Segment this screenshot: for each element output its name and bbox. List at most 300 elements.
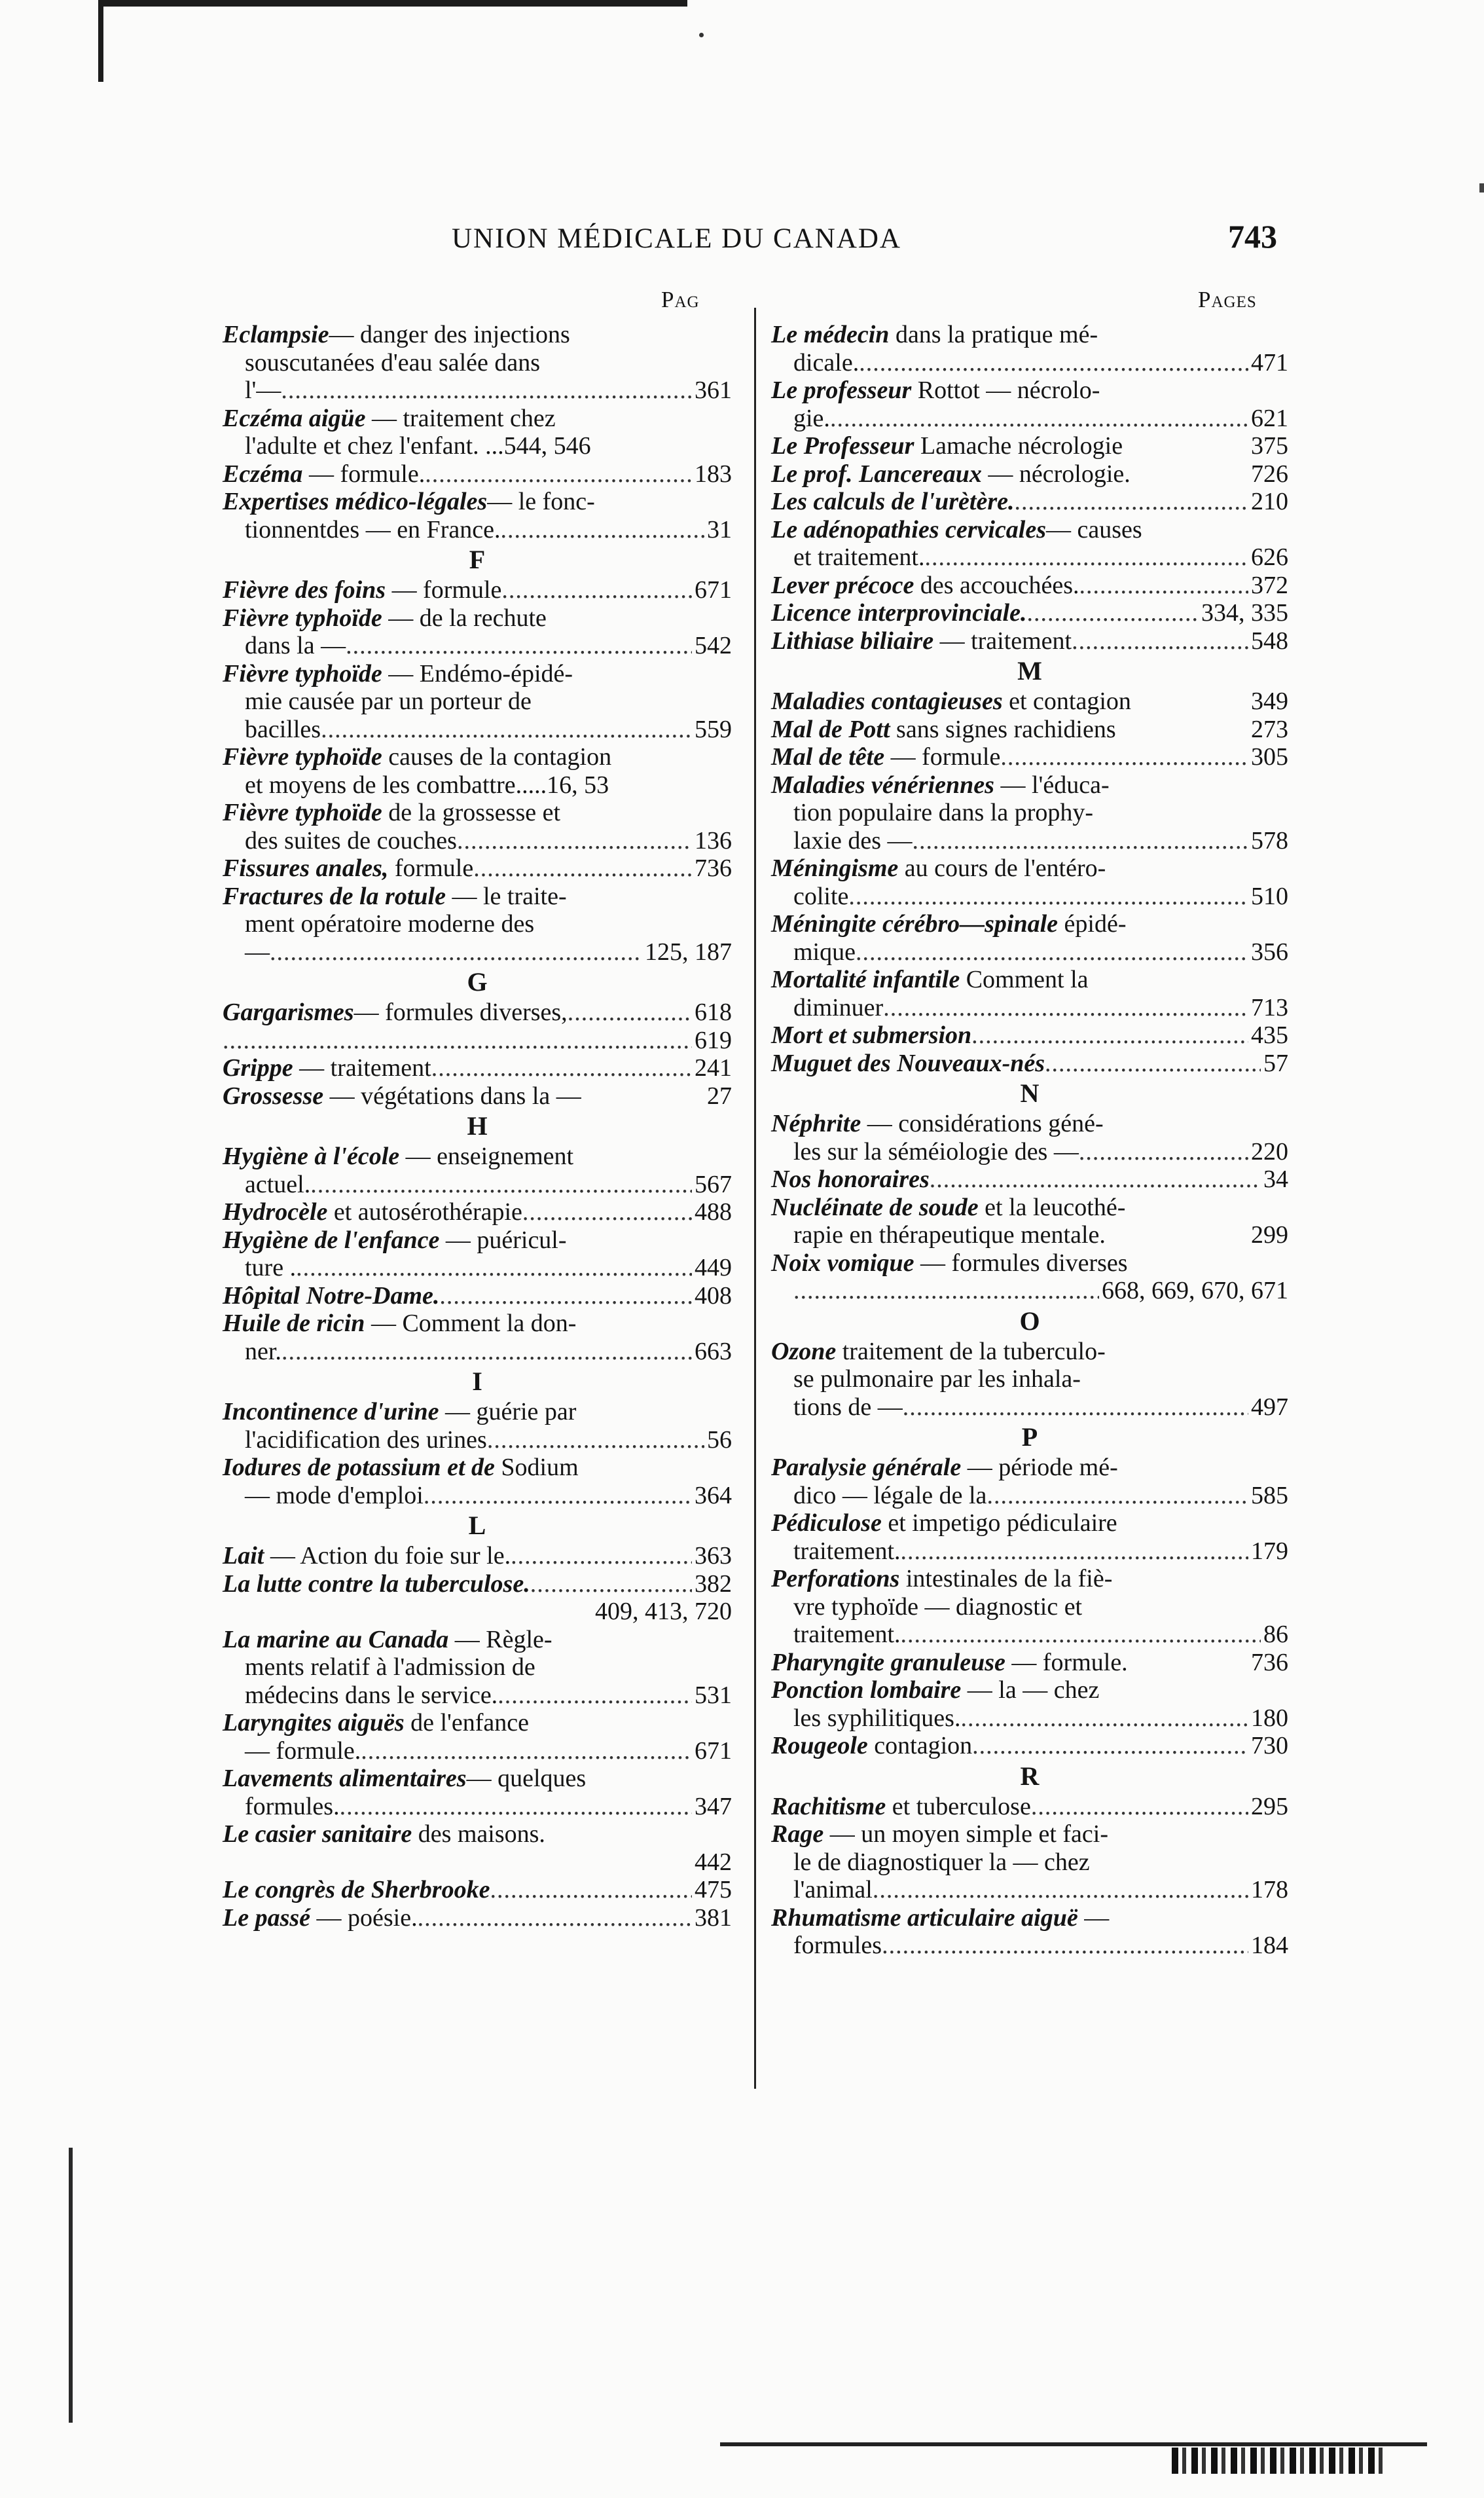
entry-keyword: Eczéma	[223, 460, 303, 488]
entry-keyword: Le passé	[223, 1903, 311, 1932]
entry-text	[223, 1876, 490, 1904]
entry-line	[223, 1709, 732, 1737]
entry-keyword: Eclampsie	[223, 321, 329, 348]
entry-line	[771, 966, 1288, 994]
entry-line	[771, 1793, 1288, 1821]
entry-keyword: Licence interprovinciale.	[771, 599, 1027, 627]
page-reference: 449	[695, 1254, 732, 1281]
entry-description: de l'enfance	[404, 1709, 530, 1736]
entry-text	[245, 377, 281, 405]
entry-line	[223, 1737, 732, 1765]
entry-description: formules	[793, 1932, 882, 1959]
entry-line	[223, 1681, 732, 1710]
index-entry	[223, 604, 732, 660]
entry-text	[793, 543, 924, 572]
page-reference: 488	[695, 1198, 732, 1226]
entry-text	[771, 743, 1000, 771]
entry-description: l'—	[245, 377, 281, 404]
entry-keyword: Gargarismes	[223, 999, 354, 1026]
entry-text	[793, 1482, 986, 1510]
page-reference: 619	[695, 1026, 732, 1054]
entry-text	[771, 1509, 1117, 1537]
entry-description: — Endémo-épidé-	[382, 659, 573, 688]
entry-line	[771, 543, 1288, 572]
index-entry	[223, 1198, 732, 1226]
entry-description: épidé-	[1058, 910, 1127, 938]
entry-text	[245, 688, 532, 715]
entry-description: — traitement chez	[365, 404, 556, 432]
entry-text	[223, 1904, 418, 1932]
dot-leader	[431, 1054, 692, 1082]
entry-text	[245, 938, 270, 966]
page-reference: 578	[1251, 826, 1288, 854]
entry-text	[771, 910, 1127, 938]
entry-text	[245, 1171, 310, 1199]
dot-leader	[924, 543, 1248, 572]
scan-speck	[1479, 183, 1484, 193]
entry-description: — traitement	[933, 627, 1072, 655]
entry-keyword: Néphrite	[771, 1110, 861, 1137]
entry-description: diminuer	[793, 993, 884, 1021]
entry-line	[771, 377, 1288, 405]
entry-keyword: Maladies vénériennes	[771, 771, 994, 799]
dot-leader	[425, 460, 692, 488]
entry-description: — traitement	[293, 1054, 431, 1082]
index-entry	[771, 1904, 1288, 1960]
page-reference: 210	[1251, 488, 1288, 515]
entry-description: — formule.	[302, 460, 425, 488]
entry-line	[223, 999, 732, 1027]
entry-line	[771, 1732, 1288, 1760]
entry-text	[793, 1704, 960, 1733]
entry-description: — considérations géné-	[861, 1110, 1104, 1137]
entry-text	[223, 743, 611, 771]
page-reference: 356	[1251, 938, 1288, 966]
entry-text	[223, 1282, 439, 1310]
scan-top-border	[98, 0, 687, 7]
entry-text	[771, 488, 1014, 516]
entry-line	[223, 321, 732, 349]
entry-description: Rottot — nécrolo-	[911, 377, 1100, 404]
entry-line	[223, 1765, 732, 1793]
entry-text	[223, 1082, 581, 1110]
page-reference: 671	[695, 1736, 732, 1765]
entry-text	[793, 1932, 882, 1960]
section-letter: R	[1020, 1761, 1040, 1791]
page-reference: 27	[707, 1082, 732, 1110]
page-reference: 510	[1251, 882, 1288, 910]
page-reference: 548	[1251, 627, 1288, 655]
dot-leader	[511, 1542, 692, 1570]
entry-text	[771, 321, 1098, 348]
page-reference: 531	[695, 1681, 732, 1709]
page-reference: 475	[695, 1876, 732, 1903]
entry-text	[771, 1166, 930, 1194]
dot-leader	[859, 349, 1248, 377]
entry-line	[771, 1393, 1288, 1422]
entry-line	[223, 1542, 732, 1570]
index-entry	[771, 910, 1288, 966]
entry-text	[245, 1254, 296, 1282]
entry-text	[245, 349, 540, 377]
entry-line	[771, 994, 1288, 1022]
entry-line	[223, 716, 732, 744]
entry-keyword: Grossesse	[223, 1082, 324, 1110]
entry-description: actuel.	[245, 1170, 311, 1198]
index-entry	[223, 1082, 732, 1111]
entry-description: Lamache nécrologie	[914, 432, 1123, 460]
entry-line	[771, 1593, 1288, 1621]
index-entry	[771, 627, 1288, 655]
page-reference: 372	[1251, 571, 1288, 599]
entry-description: et moyens de les combattre.....16, 53	[245, 771, 609, 799]
entry-description: tionnentdes — en France.	[245, 515, 501, 543]
entry-line	[223, 1848, 732, 1877]
entry-line	[223, 1626, 732, 1654]
dot-leader	[296, 1254, 692, 1282]
dot-leader	[1026, 599, 1199, 627]
index-entry	[771, 1732, 1288, 1760]
entry-text	[695, 1848, 732, 1876]
entry-description: — formule	[386, 576, 502, 604]
entry-text	[793, 1848, 1090, 1876]
entry-description: intestinales de la fiè-	[899, 1565, 1113, 1592]
entry-text	[245, 1426, 487, 1454]
scan-bottom-rule	[720, 2442, 1427, 2446]
entry-text	[223, 321, 570, 348]
entry-keyword: Eczéma aigüe	[223, 404, 366, 432]
dot-leader	[1079, 572, 1249, 600]
page-reference: 559	[695, 715, 732, 743]
index-entry	[771, 1050, 1288, 1078]
entry-description: — enseignement	[399, 1143, 574, 1170]
entry-text	[223, 1820, 545, 1848]
page-reference: 220	[1251, 1137, 1288, 1166]
entry-keyword: Muguet des Nouveaux-nés	[771, 1049, 1045, 1077]
entry-line	[771, 1932, 1288, 1960]
entry-description: — poésie.	[310, 1903, 418, 1932]
index-entry	[771, 1249, 1288, 1305]
entry-line	[771, 1277, 1288, 1305]
section-letter: N	[1020, 1078, 1040, 1108]
entry-line	[771, 432, 1288, 460]
index-column-left	[223, 321, 732, 1932]
entry-line	[771, 799, 1288, 827]
entry-description: mie causée par un porteur de	[245, 688, 532, 715]
index-entry	[223, 1226, 732, 1282]
dot-leader	[361, 1737, 692, 1765]
entry-line	[771, 1050, 1288, 1078]
page-reference: 31	[707, 515, 732, 543]
entry-text	[223, 660, 573, 688]
entry-description: — végétations dans la —	[323, 1082, 581, 1110]
entry-description: — le fonc-	[487, 488, 595, 515]
entry-text	[223, 576, 501, 604]
entry-text	[793, 1365, 1081, 1393]
entry-text	[793, 1876, 873, 1904]
entry-keyword: La marine au Canada	[223, 1625, 449, 1653]
entry-line	[771, 1365, 1288, 1393]
entry-text	[771, 1565, 1112, 1592]
page-reference: 295	[1251, 1792, 1288, 1820]
entry-line	[771, 1621, 1288, 1649]
entry-description: — formules diverses,	[353, 999, 568, 1026]
entry-text	[223, 1709, 529, 1736]
entry-line	[771, 827, 1288, 855]
dot-leader	[1014, 488, 1248, 516]
entry-keyword: Expertises médico-légales	[223, 488, 488, 515]
page-reference: 273	[1251, 715, 1288, 743]
entry-line	[223, 1226, 732, 1255]
entry-line	[223, 883, 732, 911]
entry-line	[223, 1171, 732, 1199]
dot-leader	[883, 994, 1248, 1022]
section-letter: L	[468, 1511, 486, 1540]
entry-description: — mode d'emploi	[245, 1481, 424, 1509]
index-entry	[771, 688, 1288, 716]
entry-text	[793, 883, 848, 911]
entry-line	[771, 1537, 1288, 1566]
entry-description: — causes	[1046, 515, 1142, 543]
entry-keyword: Lait	[223, 1542, 264, 1570]
entry-line	[223, 799, 732, 827]
entry-keyword: Méningite cérébro—spinale	[771, 910, 1059, 938]
index-entry	[771, 1509, 1288, 1565]
entry-description: de la grossesse et	[382, 799, 561, 826]
entry-text	[771, 688, 1131, 715]
entry-line	[223, 1820, 732, 1848]
entry-line	[771, 688, 1288, 716]
entry-text	[771, 1820, 1108, 1848]
index-entry	[223, 999, 732, 1054]
entry-text	[245, 1338, 281, 1366]
page-reference: 86	[1263, 1621, 1288, 1648]
index-entry	[223, 743, 732, 799]
entry-description: — formule	[884, 743, 1001, 771]
entry-line	[771, 1482, 1288, 1510]
index-entry	[771, 771, 1288, 855]
entry-keyword: Rachitisme	[771, 1792, 886, 1820]
column-divider	[754, 308, 756, 2089]
index-entry	[223, 799, 732, 854]
entry-keyword: Pédiculose	[771, 1509, 882, 1537]
page-reference: 361	[695, 377, 732, 404]
entry-description: et contagion	[1002, 688, 1131, 715]
page-reference: 663	[695, 1337, 732, 1365]
entry-description: ment opératoire moderne des	[245, 910, 535, 938]
dot-leader	[971, 1021, 1248, 1050]
entry-line	[771, 1848, 1288, 1877]
entry-line	[771, 1221, 1288, 1249]
entry-description: et impetigo pédiculaire	[881, 1509, 1117, 1537]
entry-text	[223, 405, 556, 432]
entry-description: traitement de la tuberculo-	[836, 1337, 1106, 1365]
entry-line	[771, 1338, 1288, 1366]
entry-keyword: Maladies contagieuses	[771, 688, 1003, 715]
entry-description: — formule.	[245, 1736, 361, 1765]
entry-line	[223, 1282, 732, 1310]
entry-keyword: Hydrocèle	[223, 1198, 328, 1226]
entry-line	[771, 349, 1288, 377]
entry-keyword: Ozone	[771, 1337, 837, 1365]
entry-keyword: Grippe	[223, 1054, 293, 1082]
entry-text	[245, 1482, 424, 1510]
entry-keyword: Paralysie générale	[771, 1454, 962, 1481]
entry-keyword: Le adénopathies cervicales	[771, 515, 1047, 543]
dot-leader	[1000, 743, 1248, 771]
entry-line	[223, 854, 732, 883]
entry-keyword: Méningisme	[771, 854, 899, 882]
page-reference: 56	[707, 1425, 732, 1454]
entry-text	[245, 1737, 361, 1765]
entry-text	[793, 1593, 1082, 1621]
section-letter: P	[1021, 1422, 1038, 1452]
dot-leader	[972, 1732, 1248, 1760]
entry-line	[223, 1426, 732, 1454]
dot-leader	[903, 1393, 1248, 1422]
entry-line	[771, 1704, 1288, 1733]
entry-keyword: Lever précoce	[771, 571, 914, 599]
entry-text	[245, 432, 591, 460]
entry-line	[771, 1454, 1288, 1482]
page-reference: 671	[695, 576, 732, 604]
entry-line	[771, 599, 1288, 627]
entry-description: Comment la	[960, 966, 1089, 993]
entry-line	[771, 1676, 1288, 1704]
dot-leader	[424, 1482, 692, 1510]
entry-description: — Règle-	[448, 1625, 552, 1653]
entry-line	[771, 938, 1288, 966]
dot-leader	[986, 1482, 1248, 1510]
dot-leader	[901, 1621, 1261, 1649]
index-entry	[771, 432, 1288, 460]
entry-text	[223, 883, 567, 910]
entry-line	[771, 321, 1288, 349]
entry-text	[245, 516, 500, 544]
dot-leader	[310, 1171, 692, 1199]
running-head: UNION MÉDICALE DU CANADA	[452, 223, 901, 254]
entry-keyword: Rhumatisme articulaire aiguë	[771, 1903, 1078, 1932]
right-column-heading: Pages	[1198, 287, 1257, 312]
entry-description: traitement.	[793, 1621, 901, 1648]
entry-description: — guérie par	[439, 1398, 577, 1425]
page-reference: 585	[1251, 1481, 1288, 1509]
entry-description: et tuberculose	[886, 1792, 1031, 1820]
entry-line	[223, 1054, 732, 1082]
entry-text	[223, 1626, 552, 1653]
entry-description: — Comment la don-	[365, 1310, 577, 1337]
entry-text	[793, 799, 1093, 826]
entry-description: Sodium	[494, 1454, 579, 1481]
dot-leader	[1079, 1138, 1248, 1166]
entry-description: traitement.	[793, 1537, 901, 1565]
index-entry	[771, 572, 1288, 600]
index-column-right	[771, 321, 1288, 1960]
dot-leader	[439, 1282, 692, 1310]
page-reference: 184	[1251, 1932, 1288, 1959]
entry-description: l'acidification des urines	[245, 1425, 487, 1454]
page-reference: 375	[1251, 432, 1288, 460]
index-entry	[223, 1876, 732, 1904]
entry-keyword: Noix vomique	[771, 1249, 914, 1277]
page-reference: 178	[1251, 1876, 1288, 1903]
entry-keyword: Laryngites aiguës	[223, 1709, 405, 1736]
index-entry	[771, 716, 1288, 744]
entry-keyword: Mortalité infantile	[771, 966, 960, 993]
entry-description: rapie en thérapeutique mentale.	[793, 1221, 1106, 1249]
entry-text	[771, 1676, 1099, 1704]
entry-text	[793, 1393, 903, 1422]
entry-description: — Action du foie sur le.	[264, 1542, 511, 1570]
entry-keyword: Ponction lombaire	[771, 1676, 962, 1704]
index-entry	[223, 1820, 732, 1876]
entry-keyword: Hôpital Notre-Dame.	[223, 1281, 440, 1310]
scan-left-border	[98, 0, 103, 82]
entry-text	[245, 716, 321, 744]
entry-text	[771, 1454, 1118, 1481]
entry-description: et la leucothé-	[978, 1193, 1126, 1221]
dot-leader	[913, 827, 1248, 855]
page-reference: 241	[695, 1054, 732, 1082]
entry-line	[223, 1082, 732, 1111]
entry-description: —	[1077, 1903, 1110, 1932]
entry-line	[223, 1454, 732, 1482]
entry-line	[223, 488, 732, 516]
index-entry	[223, 1570, 732, 1626]
page-reference: 125, 187	[645, 938, 732, 966]
index-entry	[223, 1282, 732, 1310]
entry-text	[793, 1221, 1106, 1249]
entry-keyword: Hygiène à l'école	[223, 1143, 400, 1170]
entry-line	[223, 576, 732, 604]
entry-keyword: Mal de tête	[771, 743, 885, 771]
entry-line	[223, 1598, 732, 1626]
entry-line	[771, 1509, 1288, 1537]
page-reference: 57	[1263, 1049, 1288, 1077]
entry-description: — un moyen simple et faci-	[823, 1820, 1108, 1848]
entry-description: médecins dans le service.	[245, 1681, 498, 1709]
entry-line	[771, 1138, 1288, 1166]
page-reference: 349	[1251, 688, 1288, 715]
left-column-heading: Pag	[661, 287, 700, 312]
entry-text	[771, 460, 1131, 488]
entry-text	[245, 827, 457, 855]
dot-leader	[856, 938, 1248, 966]
entry-text	[771, 1249, 1128, 1277]
entry-text	[793, 1537, 901, 1566]
entry-keyword: Fièvre typhoïde	[223, 659, 382, 688]
dot-leader	[960, 1704, 1248, 1733]
index-entry	[771, 1820, 1288, 1904]
entry-description: les sur la séméiologie des —	[793, 1137, 1079, 1166]
entry-keyword: Le médecin	[771, 321, 890, 348]
dot-leader	[500, 516, 704, 544]
index-entry	[771, 1021, 1288, 1050]
entry-keyword: Fièvre des foins	[223, 576, 386, 604]
dot-leader	[346, 632, 692, 660]
index-entry	[223, 1398, 732, 1454]
page-reference: 347	[695, 1792, 732, 1820]
entry-line	[223, 1254, 732, 1282]
entry-text	[793, 1138, 1079, 1166]
page-reference: 668, 669, 670, 671	[1102, 1277, 1288, 1304]
entry-keyword: Le casier sanitaire	[223, 1820, 412, 1848]
dot-leader	[487, 1426, 704, 1454]
entry-text	[771, 771, 1110, 799]
page-reference: 381	[695, 1903, 732, 1932]
entry-keyword: Fièvre typhoïde	[223, 743, 382, 771]
index-entry	[771, 1110, 1288, 1166]
